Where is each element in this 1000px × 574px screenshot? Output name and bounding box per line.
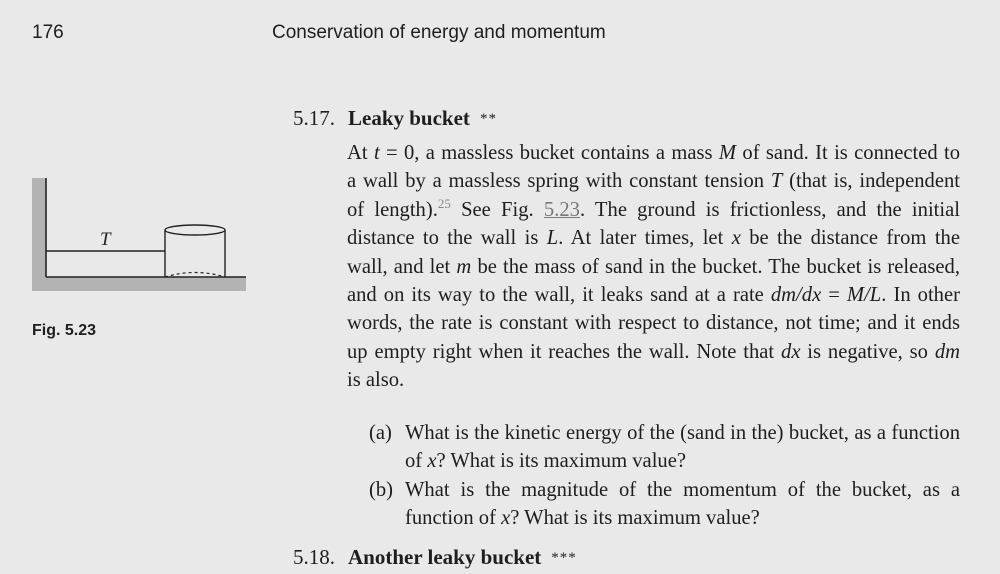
body-line-4: distance to the wall is L. At later times, let x be the distance from the (347, 227, 960, 250)
body-line-8: up empty right when it reaches the wall. Note that dx is negative, so dm (347, 340, 961, 363)
body-line-7: words, the rate is constant with respect to distance, not time; and it ends (347, 312, 960, 335)
difficulty-stars-next: *** (551, 550, 577, 566)
part-a-line-2: of x? What is its maximum value? (405, 450, 687, 473)
figure-5-23 (30, 176, 248, 296)
tension-label: T (100, 229, 111, 250)
part-a-label: (a) (369, 422, 392, 444)
footnote-marker[interactable]: 25 (437, 195, 451, 211)
figure-reference-link[interactable]: 5.23 (543, 198, 580, 221)
problem-parts (369, 419, 960, 533)
body-line-6: and on its way to the wall, it leaks sand at a rate dm/dx = M/L. In other (347, 284, 960, 307)
part-b-line-2: function of x? What is its maximum value? (405, 507, 760, 530)
problem-title: Leaky bucket (348, 106, 470, 130)
problem-number: 5.17. (293, 106, 335, 130)
body-line-1: At t = 0, a massless bucket contains a mass M of sand. It is connected to (347, 142, 961, 164)
bucket-rim (165, 225, 225, 235)
difficulty-stars: ** (479, 111, 497, 127)
part-b-line-1: What is the magnitude of the momentum of the bucket, as a (405, 478, 960, 501)
body-line-3: of length).$^{25}$ See Fig. 5.23. The ground is frictionless, and the initial (347, 195, 960, 221)
problem-5-17-body (347, 139, 960, 395)
page-number: 176 (32, 22, 64, 43)
part-b-label: (b) (369, 478, 394, 501)
problem-title-next: Another leaky bucket (348, 545, 542, 569)
ground (32, 277, 246, 291)
running-header: Conservation of energy and momentum (272, 22, 606, 43)
problem-5-18-heading (293, 543, 577, 574)
part-a (369, 419, 960, 476)
body-line-2: a wall by a massless spring with constant tension T (that is, independent (347, 170, 960, 193)
problem-number-next: 5.18. (293, 545, 335, 569)
part-b (369, 476, 960, 533)
figure-caption: Fig. 5.23 (32, 322, 97, 339)
problem-5-17-heading (293, 104, 497, 135)
body-line-9: is also. (347, 369, 405, 392)
body-line-5: wall, and let m be the mass of sand in the bucket. The bucket is released, (347, 255, 960, 278)
part-a-line-1: What is the kinetic energy of the (sand in the) bucket, as a function (405, 422, 960, 444)
wall (32, 178, 46, 290)
